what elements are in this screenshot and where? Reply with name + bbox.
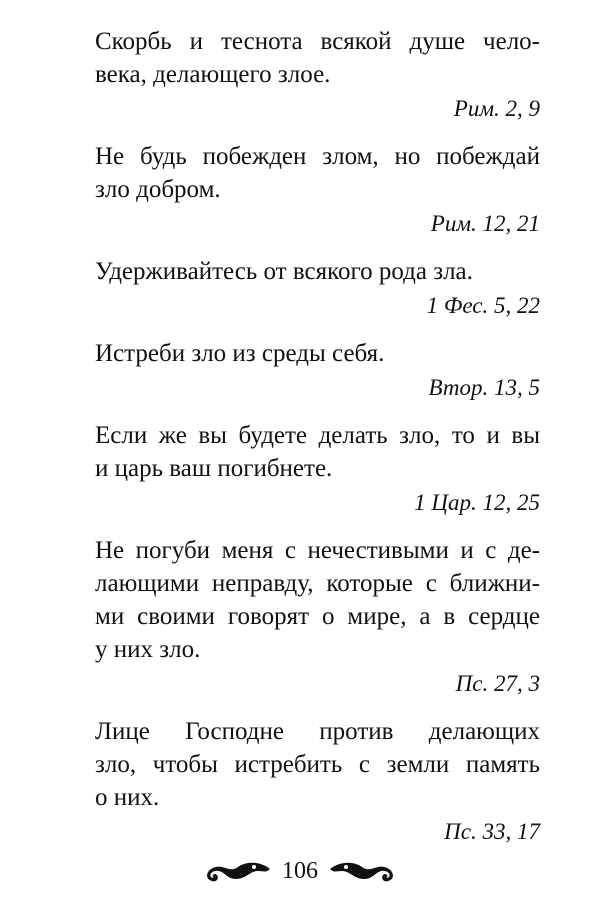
verse-block (95, 25, 540, 125)
page-footer (0, 858, 600, 885)
verse-line: Не будь побежден злом, но побеждай (95, 143, 540, 170)
verse-reference: Рим. 2, 9 (453, 96, 540, 121)
verse-line: Скорбь и теснота всякой душе чело- (95, 28, 540, 55)
verse-block (95, 419, 540, 519)
verse-block (95, 337, 540, 404)
verse-reference: 1 Фес. 5, 22 (426, 293, 540, 318)
verse-line: зло, чтобы истребить с земли память (95, 751, 540, 778)
verse-line: века, делающего злое. (95, 61, 331, 88)
verse-line: Если же вы будете делать зло, то и вы (95, 422, 540, 449)
verse-line: зло добром. (95, 176, 221, 203)
verse-reference: 1 Цар. 12, 25 (414, 490, 540, 515)
verse-reference: Пс. 27, 3 (455, 671, 540, 696)
verse-reference: Рим. 12, 21 (430, 211, 540, 236)
verse-line: Истреби зло из среды себя. (95, 340, 385, 367)
verse-block (95, 140, 540, 240)
verse-line: у них зло. (95, 636, 201, 663)
verse-line: о них. (95, 784, 160, 811)
verse-line: лающими неправду, которые с ближни- (95, 570, 540, 597)
page-number: 106 (282, 858, 318, 884)
page-body (95, 25, 540, 848)
verse-block (95, 715, 540, 848)
verse-line: Не погуби меня с нечестивыми и с де- (95, 537, 540, 564)
verse-line: и царь ваш погибнете. (95, 455, 333, 482)
verse-line: Удерживайтесь от всякого рода зла. (95, 258, 473, 285)
verse-line: ми своими говорят о мире, а в сердце (95, 603, 540, 630)
verse-reference: Втор. 13, 5 (428, 375, 540, 400)
verse-reference: Пс. 33, 17 (444, 819, 540, 844)
right-ornament-icon (328, 859, 398, 885)
verse-block (95, 534, 540, 700)
left-ornament-icon (202, 859, 272, 885)
verse-line: Лице Господне против делающих (95, 718, 540, 745)
verse-block (95, 255, 540, 322)
